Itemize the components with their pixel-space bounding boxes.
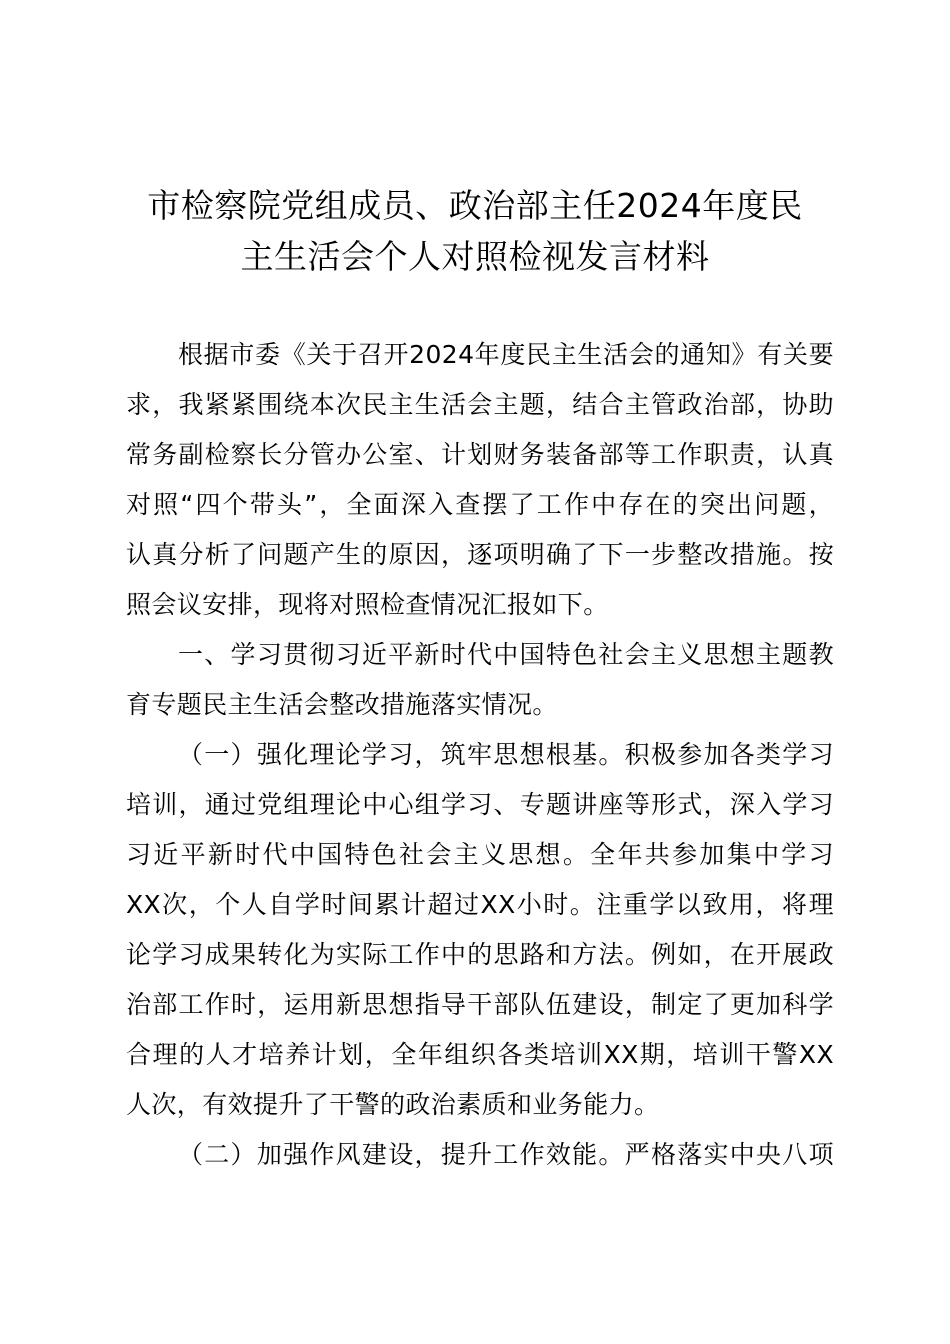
paragraph-two-line-1: （二）加强作风建设，提升工作效能。严格落实中央八项 [178,1140,834,1169]
paragraph-one-line-1: （一）强化理论学习，筑牢思想根基。积极参加各类学习 [178,740,834,769]
section-heading-line-2: 育专题民主生活会整改措施落实情况。 [126,690,558,719]
paragraph-intro-line-3: 常务副检察长分管办公室、计划财务装备部等工作职责，认真 [126,440,834,469]
paragraph-one-line-2: 培训，通过党组理论中心组学习、专题讲座等形式，深入学习 [126,790,834,819]
paragraph-intro-line-5: 认真分析了问题产生的原因，逐项明确了下一步整改措施。按 [126,540,834,569]
paragraph-intro-line-1: 根据市委《关于召开2024年度民主生活会的通知》有关要 [178,340,834,369]
paragraph-one-line-6: 治部工作时，运用新思想指导干部队伍建设，制定了更加科学 [126,990,834,1019]
paragraph-one-line-8: 人次，有效提升了干警的政治素质和业务能力。 [126,1090,660,1119]
section-heading-line-1: 一、学习贯彻习近平新时代中国特色社会主义思想主题教 [178,640,834,669]
document-body [126,330,834,1180]
paragraph-one-line-3: 习近平新时代中国特色社会主义思想。全年共参加集中学习 [126,840,834,869]
paragraph-one-line-5: 论学习成果转化为实际工作中的思路和方法。例如，在开展政 [126,940,834,969]
paragraph-one-line-7: 合理的人才培养计划，全年组织各类培训XX期，培训干警XX [126,1040,834,1069]
document-title [100,180,850,282]
paragraph-intro-line-2: 求，我紧紧围绕本次民主生活会主题，结合主管政治部，协助 [126,390,834,419]
title-line-2: 主生活会个人对照检视发言材料 [240,237,710,276]
paragraph-one-line-4: XX次，个人自学时间累计超过XX小时。注重学以致用，将理 [126,890,834,919]
title-line-1: 市检察院党组成员、政治部主任2024年度民 [147,186,803,225]
paragraph-intro-line-6: 照会议安排，现将对照检查情况汇报如下。 [126,590,609,619]
paragraph-intro-line-4: 对照“四个带头”，全面深入查摆了工作中存在的突出问题， [126,490,834,519]
